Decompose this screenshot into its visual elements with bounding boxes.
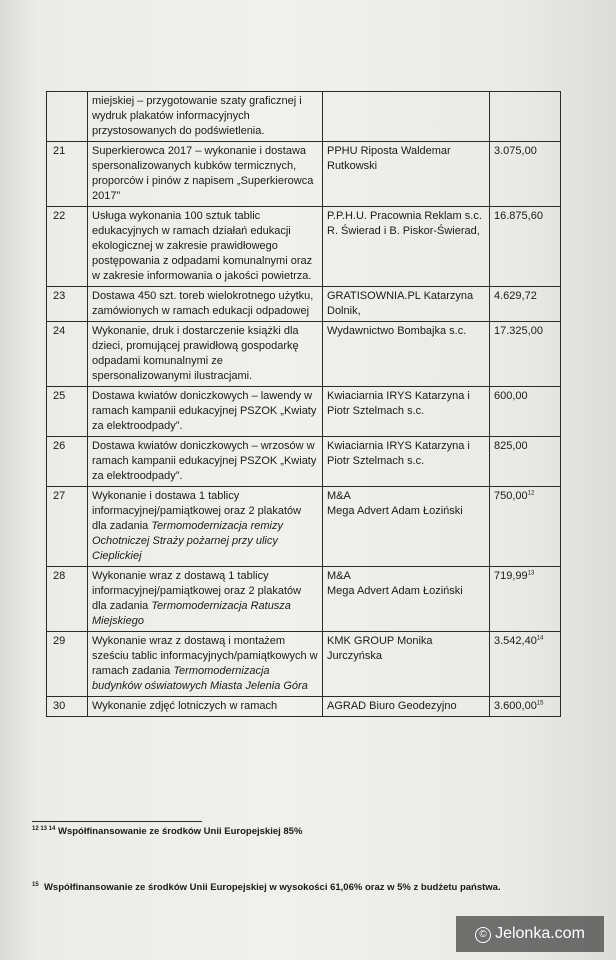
row-vendor: P.P.H.U. Pracownia Reklam s.c. R. Świerad i B. Piskor-Świerad, <box>323 207 490 287</box>
footnote-ref: 15 <box>536 700 544 707</box>
row-vendor <box>323 92 490 142</box>
footnote-text: Współfinansowanie ze środków Unii Europejskiej 85% <box>58 826 303 837</box>
row-number: 25 <box>47 387 88 437</box>
table-row <box>47 92 561 142</box>
footnote-ref: 13 <box>527 570 535 577</box>
row-amount: 4.629,72 <box>490 287 561 322</box>
row-number: 28 <box>47 567 88 632</box>
row-description: Wykonanie, druk i dostarczenie książki dla dzieci, promującej prawidłową gospodarkę odpadami komunalnymi ze spersonalizowanymi ilustracjami. <box>88 322 323 387</box>
table-row <box>47 437 561 487</box>
row-amount <box>490 92 561 142</box>
row-amount-value: 3.542,40 <box>494 635 537 647</box>
row-number: 23 <box>47 287 88 322</box>
row-description: Superkierowca 2017 – wykonanie i dostawa spersonalizowanych kubków termicznych, proporców i pinów z napisem „Superkierowca 2017” <box>88 142 323 207</box>
row-vendor-full: Mega Advert Adam Łoziński <box>327 585 463 597</box>
copyright-icon: © <box>475 927 491 943</box>
row-description: Dostawa kwiatów doniczkowych – wrzosów w ramach kampanii edukacyjnej PSZOK „Kwiaty za elektroodpady”. <box>88 437 323 487</box>
row-number: 22 <box>47 207 88 287</box>
table-row <box>47 567 561 632</box>
row-number: 24 <box>47 322 88 387</box>
row-amount: 16.875,60 <box>490 207 561 287</box>
footnote-marks: 12 13 14 <box>32 825 56 832</box>
row-number: 21 <box>47 142 88 207</box>
document-table <box>46 91 547 717</box>
watermark-text: Jelonka.com <box>495 925 585 942</box>
row-description-text: Wykonanie wraz z dostawą 1 tablicy informacyjnej/pamiątkowej oraz 2 plakatów dla zadania <box>92 570 302 612</box>
row-vendor-short: M&A <box>327 570 351 582</box>
row-vendor <box>323 567 490 632</box>
row-task-name: Termomodernizacja budynków oświatowych Miasta Jelenia Góra <box>92 665 308 692</box>
row-number: 26 <box>47 437 88 487</box>
row-number: 30 <box>47 697 88 717</box>
row-vendor: GRATISOWNIA.PL Katarzyna Dolnik, <box>323 287 490 322</box>
row-amount <box>490 487 561 567</box>
table-row <box>47 697 561 717</box>
row-description: Dostawa kwiatów doniczkowych – lawendy w ramach kampanii edukacyjnej PSZOK „Kwiaty za elektroodpady”. <box>88 387 323 437</box>
footnote-1 <box>32 826 302 838</box>
table-row <box>47 287 561 322</box>
row-vendor: AGRAD Biuro Geodezyjno <box>323 697 490 717</box>
row-description-text: Wykonanie wraz z dostawą i montażem sześciu tablic informacyjnych/pamiątkowych w ramach zadania <box>92 635 318 677</box>
footnote-separator <box>32 821 202 822</box>
footnote-text: Współfinansowanie ze środków Unii Europejskiej w wysokości 61,06% oraz w 5% z budżetu państwa. <box>43 882 501 893</box>
row-amount: 17.325,00 <box>490 322 561 387</box>
footnote-ref: 12 <box>527 490 535 497</box>
table-row <box>47 207 561 287</box>
row-amount-value: 719,99 <box>494 570 528 582</box>
row-vendor: Kwiaciarnia IRYS Katarzyna i Piotr Sztelmach s.c. <box>323 437 490 487</box>
table-row <box>47 387 561 437</box>
row-amount: 825,00 <box>490 437 561 487</box>
row-amount: 3.075,00 <box>490 142 561 207</box>
row-amount-value: 750,00 <box>494 490 528 502</box>
row-amount <box>490 697 561 717</box>
watermark <box>456 916 604 952</box>
footnote-ref: 14 <box>536 635 544 642</box>
row-vendor <box>323 487 490 567</box>
row-amount-value: 3.600,00 <box>494 700 537 712</box>
table-row <box>47 632 561 697</box>
row-amount <box>490 632 561 697</box>
row-description: Wykonanie zdjęć lotniczych w ramach <box>88 697 323 717</box>
row-vendor: KMK GROUP Monika Jurczyńska <box>323 632 490 697</box>
row-amount <box>490 567 561 632</box>
row-number: 27 <box>47 487 88 567</box>
row-vendor-short: M&A <box>327 490 351 502</box>
row-task-name: Termomodernizacja remizy Ochotniczej Straży pożarnej przy ulicy Cieplickiej <box>92 520 283 562</box>
row-description <box>88 567 323 632</box>
row-description-text: Wykonanie i dostawa 1 tablicy informacyjnej/pamiątkowej oraz 2 plakatów dla zadania <box>92 490 302 532</box>
row-description: Usługa wykonania 100 sztuk tablic edukacyjnych w ramach działań edukacji ekologicznej w zakresie prawidłowego postępowania z odpadami komunalnymi oraz w zakresie informowania o jakości powietrza. <box>88 207 323 287</box>
row-vendor-full: Mega Advert Adam Łoziński <box>327 505 463 517</box>
footnote-2 <box>32 882 501 894</box>
row-vendor: PPHU Riposta Waldemar Rutkowski <box>323 142 490 207</box>
row-description <box>88 487 323 567</box>
row-description <box>88 632 323 697</box>
row-description: miejskiej – przygotowanie szaty graficznej i wydruk plakatów informacyjnych przystosowanych do podświetlenia. <box>88 92 323 142</box>
table-row <box>47 142 561 207</box>
row-task-name: Termomodernizacja Ratusza Miejskiego <box>92 600 291 627</box>
row-number <box>47 92 88 142</box>
footnote-mark: 15 <box>32 881 39 888</box>
row-vendor: Wydawnictwo Bombajka s.c. <box>323 322 490 387</box>
table-row <box>47 487 561 567</box>
row-number: 29 <box>47 632 88 697</box>
row-vendor: Kwiaciarnia IRYS Katarzyna i Piotr Sztelmach s.c. <box>323 387 490 437</box>
table-row <box>47 322 561 387</box>
row-description: Dostawa 450 szt. toreb wielokrotnego użytku, zamówionych w ramach edukacji odpadowej <box>88 287 323 322</box>
row-amount: 600,00 <box>490 387 561 437</box>
